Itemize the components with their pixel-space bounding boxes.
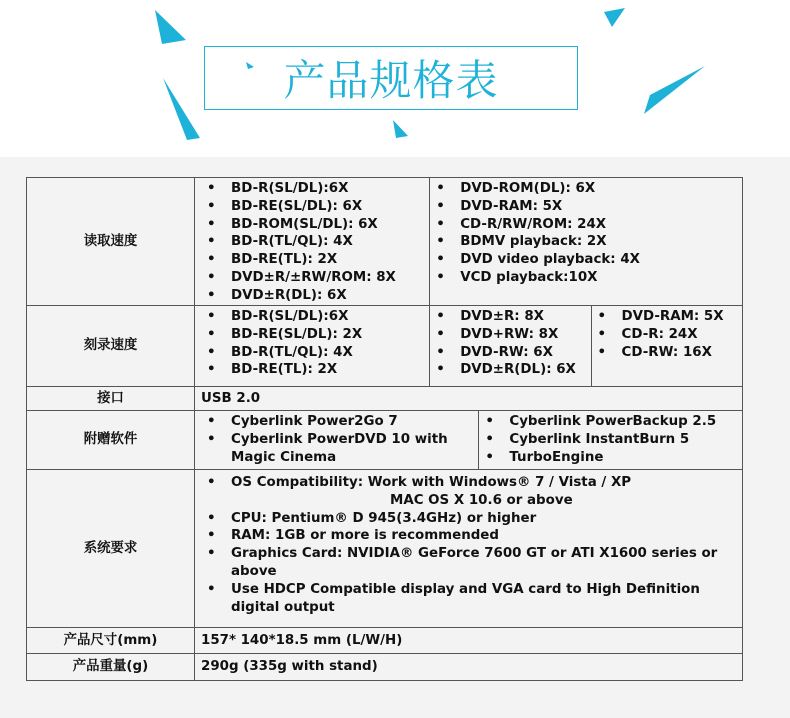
triangle-decoration-2 xyxy=(163,78,200,140)
label-bundled-software: 附赠软件 xyxy=(27,411,195,470)
label-read-speed: 读取速度 xyxy=(27,178,195,306)
burn-speed-col1 xyxy=(201,306,429,386)
spec-table xyxy=(26,177,743,681)
read-speed-cell xyxy=(195,178,743,306)
list-item: • RAM: 1GB or more is recommended xyxy=(201,527,734,545)
label-burn-speed: 刻录速度 xyxy=(27,306,195,387)
list-item: • DVD±R(DL): 6X xyxy=(201,287,429,305)
list-item: • BD-R(SL/DL):6X xyxy=(201,308,429,326)
triangle-decoration-5 xyxy=(393,120,408,138)
list-item: • BD-R(TL/QL): 4X xyxy=(201,344,429,362)
list-item: • VCD playback:10X xyxy=(430,269,742,287)
burn-speed-cell xyxy=(195,306,743,387)
list-item: • CD-R: 24X xyxy=(592,326,742,344)
list-item: • BD-RE(SL/DL): 6X xyxy=(201,198,429,216)
label-dimensions: 产品尺寸(mm) xyxy=(27,628,195,654)
list-item: • DVD+RW: 8X xyxy=(430,326,590,344)
weight-value: 290g (335g with stand) xyxy=(195,654,743,681)
list-item: • Use HDCP Compatible display and VGA card to High Definition digital output xyxy=(201,581,734,617)
list-item: • Graphics Card: NVIDIA® GeForce 7600 GT or ATI X1600 series or above xyxy=(201,545,734,581)
page-title: 产品规格表 xyxy=(283,56,499,105)
os-compat-line2: MAC OS X 10.6 or above xyxy=(390,492,573,508)
label-system-requirements: 系统要求 xyxy=(27,470,195,628)
list-item: • BD-ROM(SL/DL): 6X xyxy=(201,216,429,234)
list-item xyxy=(201,474,734,510)
read-speed-col2 xyxy=(429,178,742,305)
list-item: • DVD-ROM(DL): 6X xyxy=(430,180,742,198)
list-item: • BDMV playback: 2X xyxy=(430,233,742,251)
list-item: • BD-R(SL/DL):6X xyxy=(201,180,429,198)
list-item: • Cyberlink InstantBurn 5 xyxy=(479,431,742,449)
list-item: • DVD-RAM: 5X xyxy=(592,308,742,326)
row-interface xyxy=(27,387,743,411)
list-item: • TurboEngine xyxy=(479,449,742,467)
list-item: • DVD±R: 8X xyxy=(430,308,590,326)
os-compat-line1: OS Compatibility: Work with Windows® 7 / Vista / XP xyxy=(231,475,632,490)
label-interface: 接口 xyxy=(27,387,195,411)
list-item: • Cyberlink PowerDVD 10 with Magic Cinema xyxy=(201,431,478,467)
row-burn-speed xyxy=(27,306,743,387)
label-weight: 产品重量(g) xyxy=(27,654,195,681)
list-item: • BD-RE(SL/DL): 2X xyxy=(201,326,429,344)
list-item: • BD-R(TL/QL): 4X xyxy=(201,233,429,251)
bundled-col2 xyxy=(478,411,742,469)
spec-section xyxy=(0,157,790,718)
row-system-requirements xyxy=(27,470,743,628)
list-item: • Cyberlink PowerBackup 2.5 xyxy=(479,413,742,431)
burn-speed-col3 xyxy=(591,306,742,386)
dimensions-value: 157* 140*18.5 mm (L/W/H) xyxy=(195,628,743,654)
row-read-speed xyxy=(27,178,743,306)
system-requirements-cell xyxy=(195,470,743,628)
header-banner xyxy=(0,0,790,157)
read-speed-col1 xyxy=(201,178,429,305)
list-item: • CPU: Pentium® D 945(3.4GHz) or higher xyxy=(201,510,734,528)
triangle-decoration-1 xyxy=(155,10,186,44)
bundled-software-cell xyxy=(195,411,743,470)
list-item: • Cyberlink Power2Go 7 xyxy=(201,413,478,431)
burn-speed-col2 xyxy=(429,306,590,386)
list-item: • DVD-RW: 6X xyxy=(430,344,590,362)
list-item: • BD-RE(TL): 2X xyxy=(201,361,429,379)
row-bundled-software xyxy=(27,411,743,470)
triangle-decoration-4 xyxy=(644,66,705,114)
list-item: • DVD±R/±RW/ROM: 8X xyxy=(201,269,429,287)
list-item: • DVD±R(DL): 6X xyxy=(430,361,590,379)
triangle-decoration-3 xyxy=(604,8,625,27)
list-item: • CD-R/RW/ROM: 24X xyxy=(430,216,742,234)
interface-value: USB 2.0 xyxy=(195,387,743,411)
list-item: • DVD video playback: 4X xyxy=(430,251,742,269)
list-item: • CD-RW: 16X xyxy=(592,344,742,362)
row-dimensions xyxy=(27,628,743,654)
bundled-col1 xyxy=(201,411,478,469)
list-item: • BD-RE(TL): 2X xyxy=(201,251,429,269)
title-box xyxy=(204,46,578,110)
row-weight xyxy=(27,654,743,681)
list-item: • DVD-RAM: 5X xyxy=(430,198,742,216)
